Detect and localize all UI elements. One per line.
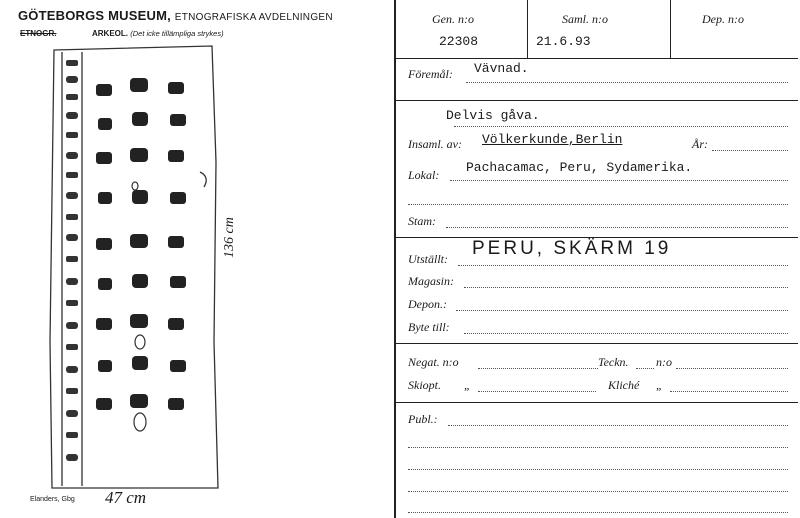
saml-no-header: Saml. n:o <box>562 12 608 26</box>
printer-mark: Elanders, Gbg <box>30 496 75 503</box>
border-pattern <box>66 60 78 461</box>
arkeol-text: ARKEOL. <box>92 29 128 38</box>
textile-sketch <box>40 42 225 492</box>
etnogr-label: ETNOGR. <box>20 29 57 38</box>
depon-label: Depon.: <box>408 297 447 311</box>
museum-header <box>18 8 333 23</box>
byte-till-label: Byte till: <box>408 320 450 334</box>
gen-no-value: 22308 <box>439 34 479 49</box>
width-dimension: 47 cm <box>105 488 147 507</box>
gen-no-header: Gen. n:o <box>432 12 474 26</box>
lokal-label: Lokal: <box>408 168 440 182</box>
teckn-no-label: n:o <box>656 355 672 369</box>
dep-no-header: Dep. n:o <box>702 12 744 26</box>
catalogue-card <box>394 0 800 518</box>
card-header <box>394 0 798 59</box>
negat-no-label: Negat. n:o <box>408 355 459 369</box>
foremal-value: Vävnad. <box>474 61 529 76</box>
publ-label: Publ.: <box>408 412 438 426</box>
ar-label: År: <box>692 137 708 151</box>
catalogue-sketch-panel <box>0 0 388 518</box>
lokal-value: Pachacamac, Peru, Sydamerika. <box>466 160 693 175</box>
figure-motifs <box>96 78 186 410</box>
delvis-value: Delvis gåva. <box>446 108 540 123</box>
height-dimension: 136 cm <box>222 217 237 258</box>
skiopt-mark: „ <box>464 378 471 392</box>
saml-no-value: 21.6.93 <box>536 34 591 49</box>
teckn-label: Teckn. <box>598 355 629 369</box>
arkeol-label <box>92 29 224 38</box>
utstallt-label: Utställt: <box>408 252 449 266</box>
insaml-value: Völkerkunde,Berlin <box>482 132 623 147</box>
kliche-label: Kliché <box>608 378 640 392</box>
strike-note: (Det icke tillämpliga strykes) <box>130 29 224 38</box>
stam-label: Stam: <box>408 214 436 228</box>
museum-department: ETNOGRAFISKA AVDELNINGEN <box>174 12 333 23</box>
kliche-mark: „ <box>656 378 663 392</box>
foremal-label: Föremål: <box>408 67 453 81</box>
utstallt-value: PERU, SKÄRM 19 <box>472 238 672 259</box>
insaml-label: Insaml. av: <box>408 137 462 151</box>
magasin-label: Magasin: <box>408 274 454 288</box>
skiopt-label: Skiopt. <box>408 378 441 392</box>
museum-name: GÖTEBORGS MUSEUM, <box>18 8 171 23</box>
